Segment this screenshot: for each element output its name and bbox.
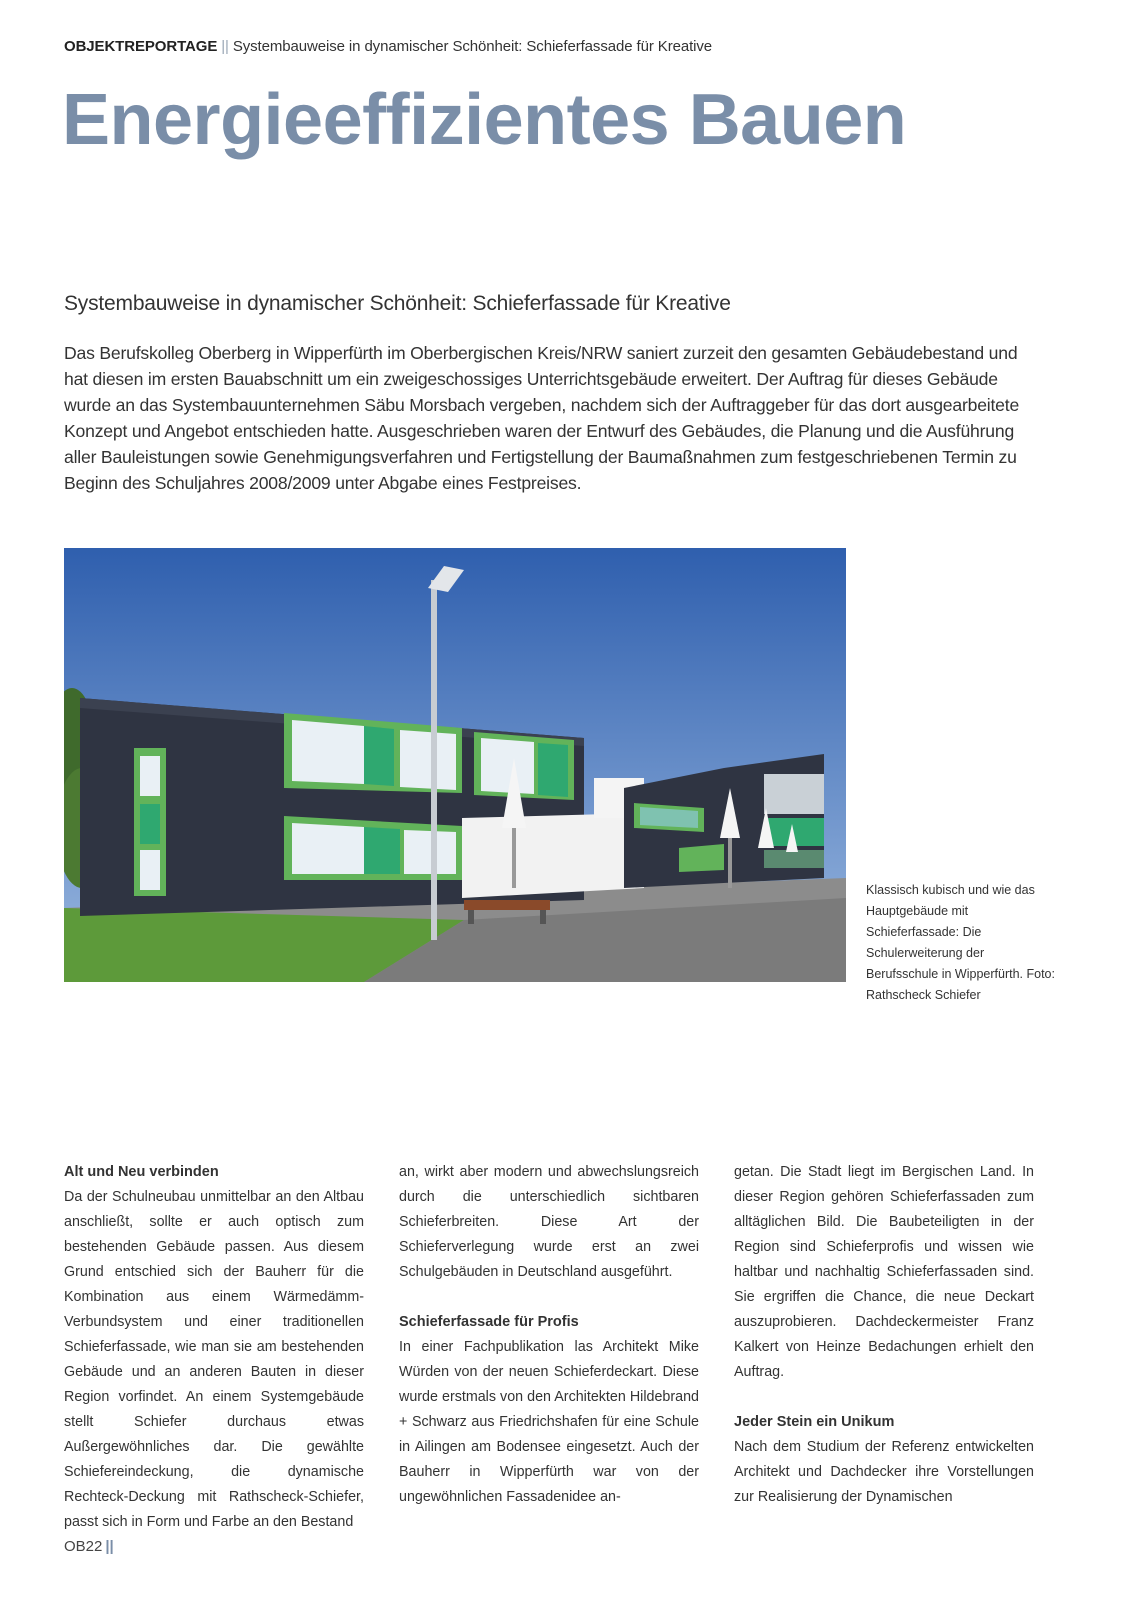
column-2-text-1: an, wirkt aber modern und abwechslungsreich durch die unterschiedlich sichtbaren Schieferbreiten. Diese Art der Schieferverlegung wurde erst an zwei Schulgebäuden in Deutschland ausgeführt. — [399, 1164, 699, 1280]
section-heading-jeder-stein: Jeder Stein ein Unikum — [734, 1414, 895, 1430]
page-number: OB22 — [64, 1538, 103, 1555]
column-1-text: Da der Schulneubau unmittelbar an den Altbau anschließt, sollte er auch optisch zum bestehenden Gebäude passen. Aus diesem Grund entschied sich der Bauherr für die Kombination aus einem Wärmedämm-Verbundsystem und einer traditionellen Schieferfassade, wie man sie am bestehenden Gebäude und an anderen Bauten in dieser Region vorfindet. An einem Systemgebäude stellt Schiefer durchaus etwas Außergewöhnliches dar. Die gewählte Schiefereindeckung, die dynamische Rechteck-Deckung mit Rathscheck-Schiefer, passt sich in Form und Farbe an den Bestand — [64, 1189, 364, 1530]
page-footer — [64, 1538, 114, 1555]
article-subtitle: Systembauweise in dynamischer Schönheit: Schieferfassade für Kreative — [64, 292, 731, 315]
header-separator: || — [221, 38, 229, 55]
column-3-text-1: getan. Die Stadt liegt im Bergischen Land. In dieser Region gehören Schieferfassaden zum alltäglichen Bild. Die Baubeteiligten in der Region sind Schieferprofis und wissen wie haltbar und nachhaltig Schieferfassaden sind. Sie ergriffen die Chance, die neue Deckart auszuprobieren. Dachdeckermeister Franz Kalkert von Heinze Bedachungen erhielt den Auftrag. — [734, 1164, 1034, 1380]
column-2-text-2: In einer Fachpublikation las Architekt Mike Würden von der neuen Schieferdeckart. Diese wurde erstmals von den Architekten Hildebrand + Schwarz aus Friedrichshafen für eine Schule in Ailingen am Bodensee eingesetzt. Auch der Bauherr in Wipperfürth war von der ungewöhnlichen Fassadenidee an- — [399, 1339, 699, 1505]
building-photo — [64, 548, 846, 982]
header-topic: Systembauweise in dynamischer Schönheit: Schieferfassade für Kreative — [232, 38, 713, 55]
section-heading-schieferfassade: Schieferfassade für Profis — [399, 1314, 579, 1330]
footer-bars: || — [105, 1538, 114, 1555]
intro-paragraph: Das Berufskolleg Oberberg in Wipperfürth im Oberbergischen Kreis/NRW saniert zurzeit den gesamten Gebäudebestand und hat diesen im ersten Bauabschnitt um ein zweigeschossiges Unterrichtsgebäude erweitert. Der Auftrag für dieses Gebäude wurde an das Systembauunternehmen Säbu Morsbach vergeben, nachdem sich der Auftraggeber für das dort ausgearbeitete Konzept und Angebot entschieden hatte. Ausgeschrieben waren der Entwurf des Gebäudes, die Planung und die Ausführung aller Bauleistungen sowie Genehmigungsverfahren und Fertigstellung der Baumaßnahmen zum festgeschriebenen Termin zu Beginn des Schuljahres 2008/2009 unter Abgabe eines Festpreises. — [64, 343, 1020, 493]
text-column-3 — [734, 1160, 1034, 1510]
text-column-1 — [64, 1160, 364, 1535]
section-heading-alt-und-neu: Alt und Neu verbinden — [64, 1164, 219, 1180]
photo-caption: Klassisch kubisch und wie das Hauptgebäude mit Schieferfassade: Die Schulerweiterung der Berufsschule in Wipperfürth. Foto: Rathscheck Schiefer — [866, 883, 1055, 1002]
column-3-text-2: Nach dem Studium der Referenz entwickelten Architekt und Dachdecker ihre Vorstellungen zur Realisierung der Dynamischen — [734, 1439, 1034, 1505]
page-title: Energieeffizientes Bauen — [62, 80, 907, 160]
text-column-2 — [399, 1160, 699, 1510]
running-header — [64, 38, 712, 55]
section-label: OBJEKTREPORTAGE — [64, 38, 218, 55]
